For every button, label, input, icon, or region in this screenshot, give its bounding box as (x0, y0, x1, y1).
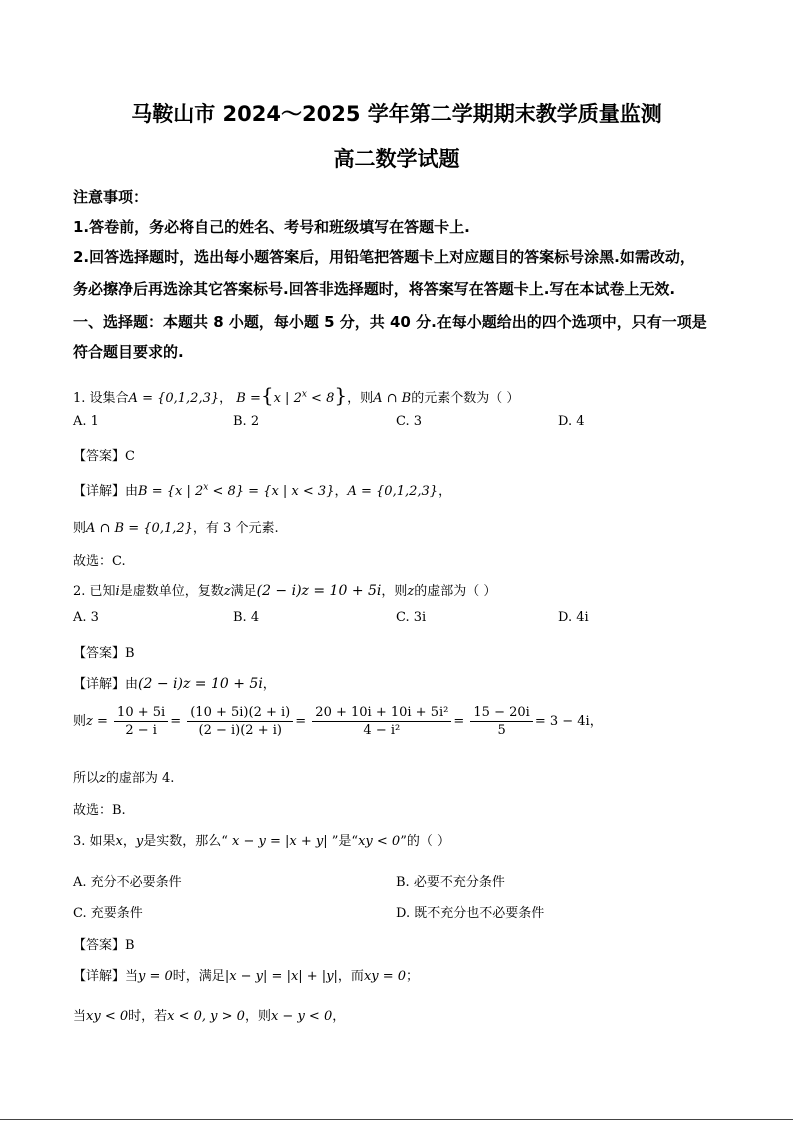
question-2-stem: 2. 已知i是虚数单位，复数z满足(2 − i)z = 10 + 5i，则z的虚部为（ ） (73, 583, 497, 599)
question-3-answer: 【答案】B (73, 938, 135, 953)
question-2-option-c: C. 3i (396, 610, 427, 625)
question-1-answer: 【答案】C (73, 449, 135, 464)
question-2-option-b: B. 4 (233, 610, 260, 625)
question-1-conclusion: 故选：C. (73, 554, 126, 569)
question-3-stem: 3. 如果x，y是实数，那么“ x − y = |x + y| ”是“xy < 0”的（ ） (73, 834, 450, 849)
question-3-option-c: C. 充要条件 (73, 906, 143, 921)
question-2-option-d: D. 4i (558, 610, 589, 625)
page-bottom-rule (0, 1119, 793, 1120)
question-3-option-b: B. 必要不充分条件 (396, 875, 505, 890)
section-heading-line-2: 符合题目要求的. (73, 343, 184, 361)
notes-heading: 注意事项： (73, 188, 149, 206)
question-2-answer: 【答案】B (73, 646, 135, 661)
question-3-option-a: A. 充分不必要条件 (73, 875, 182, 890)
question-2-option-a: A. 3 (73, 610, 99, 625)
question-1-stem: 1. 设集合A = {0,1,2,3}， B ={x | $2^x < 8$}，则A ∩ B的元素个数为（ ） (73, 383, 520, 407)
question-1-detail-line-1: 【详解】由B = {x | $2^x < 8\} = \{x$ | x < 3}，A = {0,1,2,3}， (73, 482, 452, 499)
section-heading-line-1: 一、选择题：本题共 8 小题，每小题 5 分，共 40 分.在每小题给出的四个选项中，只有一项是 (73, 313, 707, 331)
page-subtitle: 高二数学试题 (333, 147, 460, 171)
question-3-option-d: D. 既不充分也不必要条件 (396, 906, 545, 921)
notes-item-2-line-1: 2.回答选择题时，选出每小题答案后，用铅笔把答题卡上对应题目的答案标号涂黑.如需改动， (73, 248, 695, 266)
question-2-conclusion: 故选：B. (73, 803, 126, 818)
notes-item-1: 1.答卷前，务必将自己的姓名、考号和班级填写在答题卡上. (73, 218, 470, 236)
notes-item-2-line-2: 务必擦净后再选涂其它答案标号.回答非选择题时，将答案写在答题卡上.写在本试卷上无效. (73, 280, 676, 298)
page-title: 马鞍山市 2024～2025 学年第二学期期末教学质量监测 (131, 102, 662, 126)
question-3-detail-line-1: 【详解】当y = 0时，满足|x − y| = |x| + |y|，而xy = 0； (73, 969, 420, 984)
question-2-detail-line-1: 【详解】由(2 − i)z = 10 + 5i， (73, 676, 276, 692)
question-1-detail-line-2: 则A ∩ B = {0,1,2}，有 3 个元素. (73, 521, 279, 536)
question-1-option-c: C. 3 (396, 414, 423, 429)
question-1-option-d: D. 4 (558, 414, 585, 429)
question-1-option-b: B. 2 (233, 414, 260, 429)
question-2-detail-line-2: 则z = $\frac{10 + 5i}{2 - i}$ = $\frac{(10 + 5i)(2 + i)}{(2 - i)(2 + i)}$ = $\frac{\text{20 + 10i + 10i + 5i²}}{\text{4 − i²}}$ = $\frac{15 - 20i}{5}$ = 3 − 4i， (73, 705, 603, 738)
question-2-detail-line-3: 所以z的虚部为 4. (73, 771, 175, 786)
question-1-option-a: A. 1 (73, 414, 99, 429)
question-3-detail-line-2: 当xy < 0时，若x < 0, y > 0，则x − y < 0， (73, 1009, 346, 1024)
